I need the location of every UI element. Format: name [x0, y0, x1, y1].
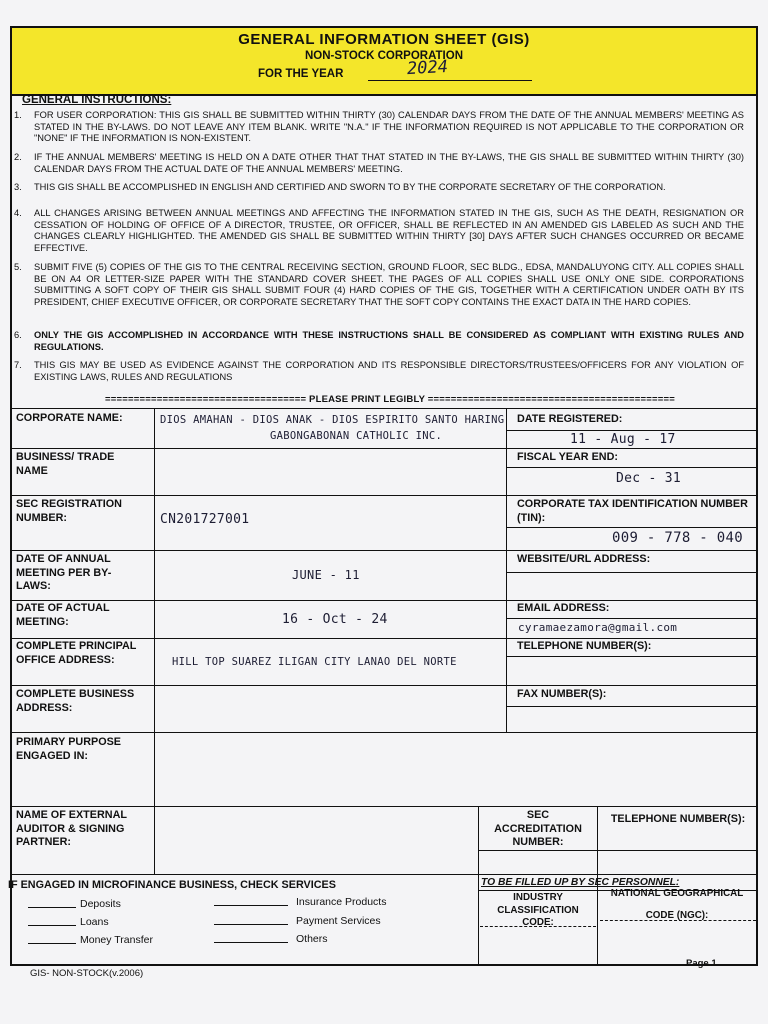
for-the-year-label: FOR THE YEAR: [258, 68, 344, 80]
form-column-divider: [154, 408, 155, 874]
form-subline: [506, 706, 758, 707]
actual-meeting-label: DATE OF ACTUAL MEETING:: [16, 602, 110, 628]
checkbox-blank[interactable]: [28, 925, 76, 926]
form-subline: [506, 430, 758, 431]
business-address-label: COMPLETE BUSINESS ADDRESS:: [16, 688, 135, 714]
form-subline: [506, 618, 758, 619]
date-registered-label: DATE REGISTERED:: [517, 413, 623, 425]
tin-label: CORPORATE TAX IDENTIFICATION NUMBER (TIN):: [517, 498, 748, 524]
corporate-name-label: CORPORATE NAME:: [16, 412, 123, 424]
instruction-item: 3. THIS GIS SHALL BE ACCOMPLISHED IN ENGLISH AND CERTIFIED AND SWORN TO BY THE CORPORATE SECRETARY OF THE CORPORATION.: [14, 182, 666, 192]
sec-personnel-label: TO BE FILLED UP BY SEC PERSONNEL:: [481, 877, 680, 888]
business-trade-name-label: BUSINESS/ TRADE NAME: [16, 451, 115, 477]
instruction-item: 6. ONLY THE GIS ACCOMPLISHED IN ACCORDANCE WITH THESE INSTRUCTIONS SHALL BE CONSIDERED AS COMPLIANT WITH EXISTING RULES AND REGULATIONS.: [14, 330, 744, 352]
document-subtitle: NON-STOCK CORPORATION: [304, 50, 464, 62]
form-divider: [10, 550, 758, 551]
fax-label: FAX NUMBER(S):: [517, 688, 607, 700]
corporate-name-value-line2: GABONGABONAN CATHOLIC INC.: [270, 430, 443, 442]
form-divider: [10, 806, 758, 807]
form-divider: [10, 638, 758, 639]
instruction-item: 1. FOR USER CORPORATION: THIS GIS SHALL BE SUBMITTED WITHIN THIRTY (30) CALENDAR DAYS FROM THE DATE OF THE ANNUAL MEMBERS' MEETING AS STATED IN THE BY-LAWS. DO NOT LEAVE ANY ITEM BLANK. WRITE "N.A." IF THE INFORMATION REQUIRED IS NOT APPLICABLE TO THE CORPORATION OR "NONE" IF THE INFORMATION IS NON-EXISTENT.: [14, 110, 744, 144]
document-title: GENERAL INFORMATION SHEET (GIS): [238, 31, 530, 48]
actual-meeting-value: 16 - Oct - 24: [282, 612, 388, 627]
email-value: cyramaezamora@gmail.com: [518, 621, 678, 634]
ngc-label-line2: CODE (NGC):: [645, 910, 709, 921]
form-subline: [506, 656, 758, 657]
sec-accreditation-label: SEC ACCREDITATION NUMBER:: [494, 809, 582, 848]
form-version: GIS- NON-STOCK(v.2006): [30, 968, 144, 979]
print-legibly-banner: =================================== PLEASE PRINT LEGIBLY ===========================================: [105, 394, 675, 405]
form-divider: [10, 685, 758, 686]
form-divider: [10, 448, 758, 449]
checkbox-blank[interactable]: [28, 943, 76, 944]
fiscal-year-end-value: Dec - 31: [616, 471, 682, 486]
form-column-divider: [478, 806, 479, 966]
telephone-label: TELEPHONE NUMBER(S):: [517, 640, 652, 652]
sec-registration-value: CN201727001: [160, 512, 250, 527]
service-others: Others: [214, 933, 328, 946]
form-divider: [10, 408, 758, 409]
auditor-telephone-label: TELEPHONE NUMBER(S):: [610, 813, 746, 825]
sec-registration-label: SEC REGISTRATION NUMBER:: [16, 498, 122, 524]
industry-classification-label: INDUSTRY CLASSIFICATION CODE:: [497, 892, 579, 928]
annual-meeting-value: JUNE - 11: [292, 568, 360, 582]
instruction-item: 4. ALL CHANGES ARISING BETWEEN ANNUAL MEETINGS AND AFFECTING THE INFORMATION STATED IN THE GIS, SUCH AS THE DEATH, RESIGNATION OR CESSATION OF HOLDING OF OFFICE OF A DIRECTOR, TRUSTEE, OR OFFICER, SHALL BE REFLECTED IN AN AMENDED GIS LABELED AS SUCH AND THE CHANGES CLEARLY HIGHLIGHTED. THE AMENDED GIS SHALL BE SUBMITTED WITHIN THIRTY [30] DAYS AFTER SUCH CHANGES OCCURRED OR BECAME EFFECTIVE.: [14, 208, 744, 253]
service-insurance-products: Insurance Products: [214, 896, 386, 909]
principal-office-label: COMPLETE PRINCIPAL OFFICE ADDRESS:: [16, 640, 137, 666]
principal-office-value: HILL TOP SUAREZ ILIGAN CITY LANAO DEL NORTE: [172, 656, 457, 668]
website-label: WEBSITE/URL ADDRESS:: [517, 553, 651, 565]
page-number: Page 1: [686, 958, 717, 969]
service-loans: Loans: [28, 916, 109, 929]
email-label: EMAIL ADDRESS:: [517, 602, 610, 614]
form-column-divider: [506, 408, 507, 732]
instruction-item: 2. IF THE ANNUAL MEMBERS' MEETING IS HELD ON A DATE OTHER THAT THAT STATED IN THE BY-LAWS, THE GIS SHALL BE SUBMITTED WITHIN THIRTY (30) CALENDAR DAYS FROM THE ACTUAL DATE OF THE ANNUAL MEMBERS' MEETING.: [14, 152, 744, 174]
instructions-heading: GENERAL INSTRUCTIONS:: [22, 94, 172, 106]
service-payment-services: Payment Services: [214, 915, 381, 928]
form-divider: [10, 600, 758, 601]
form-subline: [506, 572, 758, 573]
dashed-line: [600, 920, 756, 921]
ngc-label-line1: NATIONAL GEOGRAPHICAL: [610, 888, 744, 899]
microfinance-label: IF ENGAGED IN MICROFINANCE BUSINESS, CHECK SERVICES: [8, 879, 336, 891]
instruction-item: 5. SUBMIT FIVE (5) COPIES OF THE GIS TO THE CENTRAL RECEIVING SECTION, GROUND FLOOR, SEC BLDG., EDSA, MANDALUYONG CITY. ALL COPIES SHALL BE ON A4 OR LETTER-SIZE PAPER WITH THE STANDARD COVER SHEET. THE PAGES OF ALL COPIES SHALL USE ONLY ONE SIDE. CORPORATIONS SUBMITTING A SOFT COPY OF THEIR GIS SHALL SUBMIT FOUR (4) HARD COPIES OF THE GIS, TOGETHER WITH A CERTIFICATION UNDER OATH BY ITS PRESIDENT, CHIEF EXECUTIVE OFFICER, OR CORPORATE SECRETARY THAT THE SOFT COPY CONTAINS THE EXACT DATA IN THE HARD COPIES.: [14, 262, 744, 307]
form-divider: [10, 874, 758, 875]
form-subline: [478, 850, 758, 851]
checkbox-blank[interactable]: [214, 942, 288, 943]
service-money-transfer: Money Transfer: [28, 934, 153, 947]
instruction-item: 7. THIS GIS MAY BE USED AS EVIDENCE AGAINST THE CORPORATION AND ITS RESPONSIBLE DIRECTORS/TRUSTEES/OFFICERS FOR ANY VIOLATION OF EXISTING LAWS, RULES AND REGULATIONS: [14, 360, 744, 382]
dashed-line: [480, 926, 596, 927]
form-subline: [506, 527, 758, 528]
primary-purpose-label: PRIMARY PURPOSE ENGAGED IN:: [16, 736, 121, 762]
date-registered-value: 11 - Aug - 17: [570, 432, 676, 447]
annual-meeting-label: DATE OF ANNUAL MEETING PER BY-LAWS:: [16, 553, 112, 592]
tin-value: 009 - 778 - 040: [612, 530, 743, 546]
checkbox-blank[interactable]: [214, 924, 288, 925]
external-auditor-label: NAME OF EXTERNAL AUDITOR & SIGNING PARTNER:: [16, 809, 127, 848]
checkbox-blank[interactable]: [28, 907, 76, 908]
service-deposits: Deposits: [28, 898, 121, 911]
fiscal-year-end-label: FISCAL YEAR END:: [517, 451, 618, 463]
form-subline: [506, 467, 758, 468]
corporate-name-value-line1: DIOS AMAHAN - DIOS ANAK - DIOS ESPIRITO SANTO HARING: [160, 414, 505, 426]
year-value: 2024: [406, 56, 449, 80]
checkbox-blank[interactable]: [214, 905, 288, 906]
form-divider: [10, 732, 758, 733]
form-divider: [10, 495, 758, 496]
